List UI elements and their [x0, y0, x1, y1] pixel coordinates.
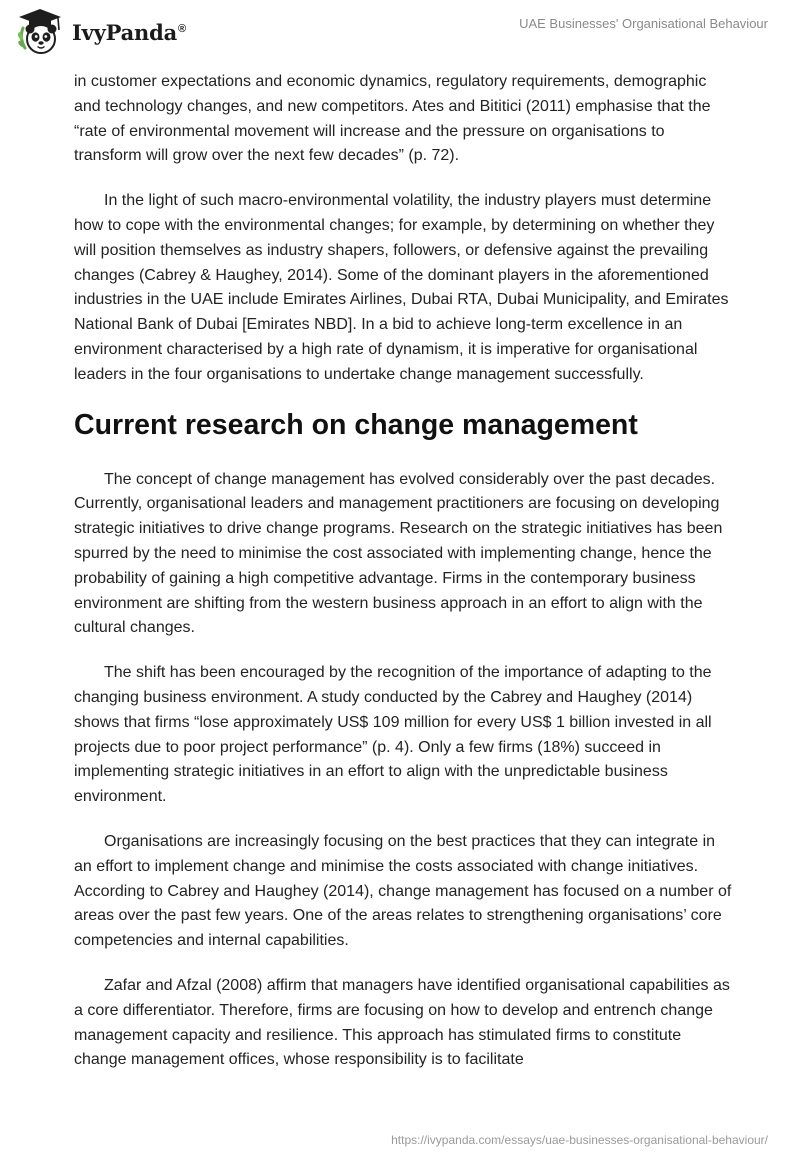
document-title: UAE Businesses' Organisational Behaviour: [519, 16, 768, 31]
essay-body: [74, 70, 734, 1093]
paragraph: The concept of change management has evolved considerably over the past decades. Currently, organisational leaders and management practitioners are focusing on developing strategic initiatives to drive change programs. Research on the strategic initiatives has been spurred by the need to minimise the cost associated with implementing change, hence the probability of gaining a high competitive advantage. Firms in the contemporary business environment are shifting from the western business approach in an effort to align with the cultural changes.: [74, 470, 723, 637]
paragraph: In the light of such macro-environmental volatility, the industry players must determine how to cope with the environmental changes; for example, by determining on whether they will position themselves as industry shapers, followers, or defensive against the prevailing changes (Cabrey & Haughey, 2014). Some of the dominant players in the aforementioned industries in the UAE include Emirates Airlines, Dubai RTA, Dubai Municipality, and Emirates National Bank of Dubai [Emirates NBD]. In a bid to achieve long-term excellence in an environment characterised by a high rate of dynamism, it is imperative for organisational leaders in the four organisations to undertake change management successfully.: [74, 192, 729, 383]
paragraph: The shift has been encouraged by the recognition of the importance of adapting to the changing business environment. A study conducted by the Cabrey and Haughey (2014) shows that firms “lose approximately US$ 109 million for every US$ 1 billion invested in all projects due to poor project performance” (p. 4). Only a few firms (18%) succeed in implementing strategic initiatives in an effort to align with the unpredictable business environment.: [74, 664, 712, 806]
paragraph: Zafar and Afzal (2008) affirm that managers have identified organisational capabilities as a core differentiator. Therefore, firms are focusing on how to develop and entrench change management capacity and resilience. This approach has stimulated firms to constitute change management offices, whose responsibility is to facilitate: [74, 976, 730, 1069]
source-url[interactable]: https://ivypanda.com/essays/uae-businesses-organisational-behaviour/: [391, 1133, 768, 1147]
page-header: [0, 0, 800, 62]
section-heading: Current research on change management: [74, 408, 638, 441]
paragraph: Organisations are increasingly focusing on the best practices that they can integrate in an effort to implement change and minimise the costs associated with change initiatives. According to Cabrey and Haughey (2014), change management has focused on a number of areas over the past few years. One of the areas relates to strengthening organisations’ core competencies and internal capabilities.: [74, 832, 732, 950]
paragraph: in customer expectations and economic dynamics, regulatory requirements, demographic and technology changes, and new competitors. Ates and Bititici (2011) emphasise that the “rate of environmental movement will increase and the pressure on organisations to transform will grow over the next few decades” (p. 72).: [74, 73, 711, 165]
ivypanda-logo[interactable]: [14, 6, 186, 58]
logo-text: IvyPanda®: [72, 19, 186, 45]
panda-graduate-icon: [14, 6, 66, 58]
